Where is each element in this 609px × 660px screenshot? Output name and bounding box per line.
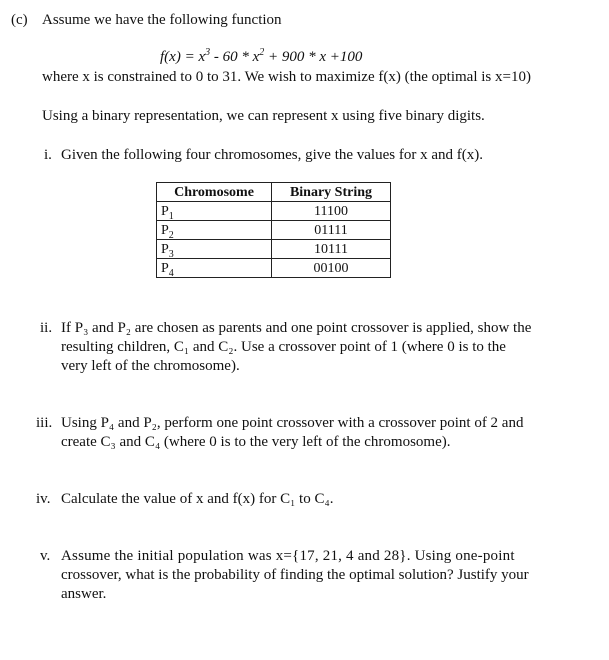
- chromosome-name: $P_1$: [157, 202, 272, 221]
- chromosome-table: [156, 182, 391, 278]
- formula-exponent-3: 3: [205, 47, 211, 58]
- question-v-line2: crossover, what is the probability of finding the optimal solution? Justify your: [61, 567, 529, 583]
- chromosome-name: $P_2$: [157, 221, 272, 240]
- question-iii-line1: Using P₄ and P₂, perform one point crossover with a crossover point of 2 and: [61, 415, 524, 431]
- binary-string: 00100: [272, 259, 391, 278]
- formula-lhs: f(x) = x: [160, 49, 206, 65]
- constraint-text: where x is constrained to 0 to 31. We wish to maximize f(x) (the optimal is x=10): [42, 69, 531, 85]
- question-iii-line2: create C₃ and C₄ (where 0 is to the very left of the chromosome).: [61, 434, 451, 450]
- formula-mid: - 60 * x: [210, 49, 260, 65]
- chromosome-name: $P_3$: [157, 240, 272, 259]
- binary-string: 10111: [272, 240, 391, 259]
- question-iii-number: iii.: [36, 415, 53, 431]
- question-ii-line1: If P₃ and P₂ are chosen as parents and one point crossover is applied, show the: [61, 320, 532, 336]
- table-header-row: [157, 183, 391, 202]
- header-chromosome: Chromosome: [157, 183, 272, 202]
- question-iv-number: iv.: [36, 491, 51, 507]
- formula-exponent-2: 2: [259, 47, 265, 58]
- question-iv-text: Calculate the value of x and f(x) for C₁ to C₄.: [61, 491, 334, 507]
- table-row: [157, 202, 391, 221]
- table-row: [157, 221, 391, 240]
- table-row: [157, 259, 391, 278]
- table-row: [157, 240, 391, 259]
- formula-rest: + 900 * x +100: [264, 49, 363, 65]
- question-v-line3: answer.: [61, 586, 107, 602]
- chromosome-name: $P_4$: [157, 259, 272, 278]
- intro-text: Assume we have the following function: [42, 12, 282, 28]
- question-ii-line2: resulting children, C₁ and C₂. Use a crossover point of 1 (where 0 is to the: [61, 339, 506, 355]
- question-ii-line3: very left of the chromosome).: [61, 358, 240, 374]
- binary-representation-text: Using a binary representation, we can represent x using five binary digits.: [42, 108, 485, 124]
- question-i-number: i.: [44, 147, 52, 163]
- question-v-line1: Assume the initial population was x={17, 21, 4 and 28}. Using one-point: [61, 548, 515, 564]
- question-i-text: Given the following four chromosomes, give the values for x and f(x).: [61, 147, 483, 163]
- question-ii-number: ii.: [40, 320, 53, 336]
- binary-string: 01111: [272, 221, 391, 240]
- part-label: (c): [11, 12, 28, 28]
- question-v-number: v.: [40, 548, 51, 564]
- binary-string: 11100: [272, 202, 391, 221]
- function-formula: [160, 48, 362, 66]
- header-binary-string: Binary String: [272, 183, 391, 202]
